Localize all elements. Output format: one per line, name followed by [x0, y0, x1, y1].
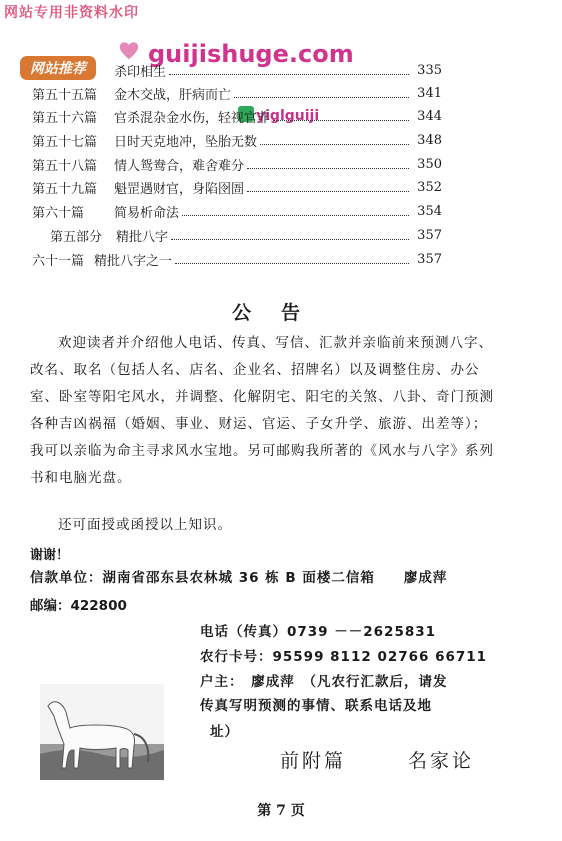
payee-line-2: 传真写明预测的事情、联系电话及地 — [200, 698, 432, 714]
horse-illustration — [40, 684, 164, 780]
toc-num: 第五十五篇 — [32, 87, 98, 103]
toc-page: 348 — [417, 132, 442, 148]
heart-icon — [118, 40, 140, 62]
toc-row[interactable] — [32, 60, 442, 80]
toc-title: 日时天克地冲，坠胎无数 — [114, 134, 258, 150]
toc-row-part[interactable] — [50, 225, 442, 245]
toc-title: 魁罡遇财官，身陷囹圄 — [114, 181, 245, 197]
payee-line: 户主： 廖成萍 （凡农行汇款后，请发 — [200, 674, 448, 690]
toc-title: 精批八字之一 — [94, 253, 173, 269]
toc-num: 第五十八篇 — [32, 158, 98, 174]
toc-row[interactable] — [32, 106, 442, 126]
toc-num: 六十一篇 — [32, 253, 85, 269]
toc-page: 354 — [417, 203, 442, 219]
toc-title: 精批八字 — [116, 229, 169, 245]
address-line: 信款单位：湖南省邵东县农林城 36 栋 B 面楼二信箱 廖成萍 — [30, 570, 448, 586]
toc-row[interactable] — [32, 83, 442, 103]
toc-row[interactable] — [32, 177, 442, 197]
notice-title: 公告 — [231, 302, 330, 324]
section-title-2: 名家论 — [408, 750, 475, 772]
notice-paragraph: 欢迎读者并介绍他人电话、传真、写信、汇款并亲临前来预测八字、改名、取名（包括人名、店名、企业名、招牌名）以及调整住房、办公室、卧室等阳宅风水，并调整、化解阴宅、阳宅的关煞、八卦、奇门预测各种吉凶祸福（婚姻、事业、财运、官运、子女升学、旅游、出差等）；我可以亲临为命主寻求风水宝地。另可邮购我所著的《风水与八字》系列书和电脑光盘。 — [30, 335, 494, 486]
toc-leader — [247, 159, 409, 169]
toc-leader — [169, 65, 409, 75]
toc-title: 金木交战，肝病而亡 — [114, 87, 232, 103]
page-number: 第 7 页 — [257, 803, 305, 819]
toc-page: 344 — [417, 108, 442, 124]
toc-title: 情人鸳鸯合，难舍难分 — [114, 158, 245, 174]
payee-line-3: 址） — [210, 724, 239, 740]
recommend-badge[interactable]: 网站推荐 — [20, 56, 96, 80]
phone-line: 电话（传真）0739 －－2625831 — [200, 624, 437, 640]
toc-leader — [273, 111, 409, 121]
toc-leader — [175, 254, 409, 264]
toc-row[interactable] — [32, 249, 442, 269]
notice-paragraph-2: 还可面授或函授以上知识。 — [58, 517, 232, 533]
toc-num: 第五部分 — [50, 229, 103, 245]
toc-row[interactable] — [32, 154, 442, 174]
toc-leader — [234, 88, 409, 98]
section-title: 前附篇 — [280, 750, 347, 772]
toc-row[interactable] — [32, 130, 442, 150]
toc-leader — [182, 206, 409, 216]
toc-num: 第五十六篇 — [32, 110, 98, 126]
toc-page: 357 — [417, 251, 442, 267]
toc-leader — [247, 182, 409, 192]
toc-page: 357 — [417, 227, 442, 243]
toc-title: 官杀混杂金水伤，轻视官非 — [114, 110, 271, 126]
toc-page: 335 — [417, 62, 442, 78]
toc-num: 第六十篇 — [32, 205, 85, 221]
toc-page: 341 — [417, 85, 442, 101]
toc-page: 350 — [417, 156, 442, 172]
watermark-top-text: 网站专用非资料水印 — [4, 5, 139, 21]
toc-row[interactable] — [32, 201, 442, 221]
toc-title: 简易析命法 — [114, 205, 180, 221]
toc-page: 352 — [417, 179, 442, 195]
thanks-text: 谢谢！ — [30, 548, 70, 563]
toc-num: 第五十九篇 — [32, 181, 98, 197]
toc-title: 杀印相生 — [114, 64, 167, 80]
bank-card-line: 农行卡号：95599 8112 02766 66711 — [200, 649, 488, 665]
toc-leader — [260, 135, 409, 145]
postcode-line: 邮编：422800 — [30, 598, 127, 614]
watermark-sub-text: yiglguiji — [256, 108, 320, 124]
toc-num: 第五十七篇 — [32, 134, 98, 150]
watermark-site-url: guijishuge.com — [148, 40, 354, 68]
toc-leader — [171, 230, 409, 240]
